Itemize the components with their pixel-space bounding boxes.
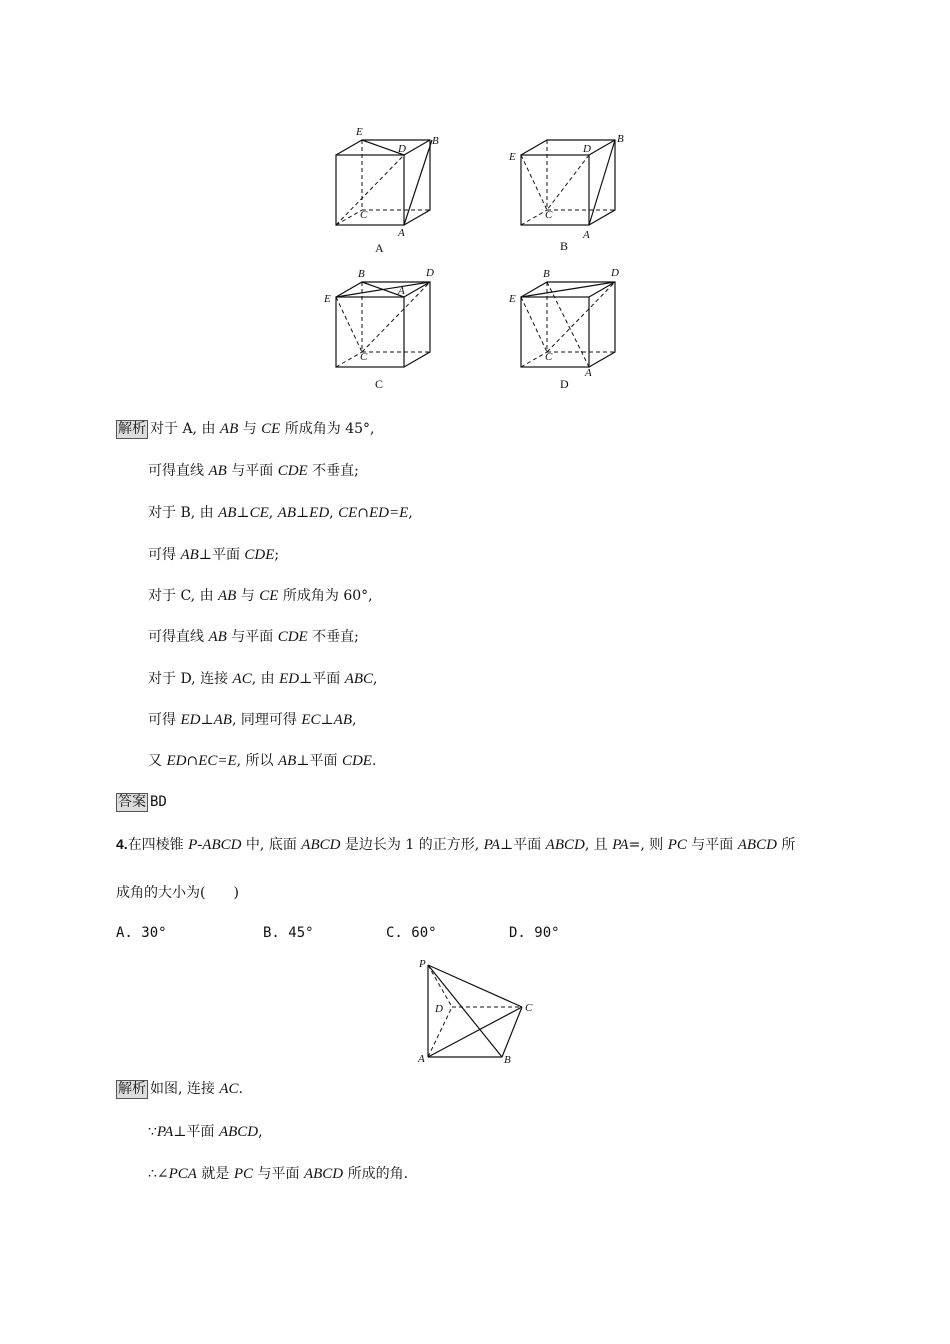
sol3-line-6 (148, 627, 359, 647)
math: ABCD (303, 1166, 344, 1182)
label-e: E (509, 151, 516, 163)
text: 不垂直; (307, 463, 359, 479)
label-a: A (398, 285, 405, 297)
text: , (268, 505, 278, 521)
math: EC=E (198, 753, 237, 769)
math: CE (249, 505, 269, 521)
label-c: C (545, 209, 553, 221)
text: , (329, 505, 339, 521)
caption-b: B (560, 239, 569, 253)
question-number: 4. (116, 836, 128, 852)
label-e: E (324, 293, 331, 305)
sol3-line-4 (148, 545, 279, 565)
label-c: C (360, 209, 368, 221)
cube-figure-c (320, 262, 450, 402)
analysis-tag: 解析 (118, 1081, 146, 1097)
label-b: B (504, 1054, 511, 1066)
q4-line-2: 成角的大小为( ) (116, 885, 239, 901)
sol3-line-7 (148, 669, 377, 689)
label-b: B (432, 135, 439, 147)
text: 可得 (148, 547, 181, 563)
answer-tag: 答案 (118, 794, 146, 810)
text: 对于 D, 连接 (148, 671, 233, 687)
math: ABCD (737, 837, 777, 853)
text: 在四棱锥 (127, 837, 189, 853)
label-d: D (398, 143, 406, 155)
sol3-line-1 (116, 419, 375, 439)
text: . (371, 753, 377, 769)
math: CE (261, 421, 281, 437)
label-e: E (356, 126, 363, 138)
text: =, 则 (628, 837, 668, 853)
sol3-line-3 (148, 503, 413, 523)
text: 所成的角. (343, 1166, 409, 1182)
math: AC (219, 1081, 239, 1097)
label-c: C (360, 351, 368, 363)
answer-value: BD (150, 794, 167, 810)
label-b: B (617, 133, 624, 145)
label-d: D (426, 267, 434, 279)
math: PC (233, 1166, 254, 1182)
sol3-line-5 (148, 586, 373, 606)
math: CE (338, 505, 358, 521)
math: ABCD (545, 837, 585, 853)
math: CDE (341, 753, 372, 769)
q4-line-1 (116, 834, 795, 855)
text: , 同理可得 (231, 712, 302, 728)
text: 与平面 (226, 463, 278, 479)
text: 中, 底面 (241, 837, 302, 853)
text: ⊥平面 (296, 753, 342, 769)
text: 是边长为 1 的正方形, (340, 837, 484, 853)
text: 不垂直; (307, 629, 359, 645)
math: PA (156, 1124, 174, 1140)
answer-line (116, 792, 167, 812)
label-c: C (545, 351, 553, 363)
label-a: A (583, 229, 590, 241)
math: AB (333, 712, 352, 728)
option-b[interactable]: B. 45° (263, 925, 314, 941)
caption-a: A (375, 241, 384, 255)
math: CDE (277, 629, 308, 645)
label-a: A (418, 1053, 425, 1065)
text: . (238, 1081, 243, 1097)
label-d: D (435, 1003, 443, 1015)
text: 如图, 连接 (150, 1081, 220, 1097)
math: PA (612, 837, 629, 853)
label-b: B (543, 268, 550, 280)
text: 又 (148, 753, 167, 769)
math: AB (208, 463, 227, 479)
text: 与平面 (226, 629, 278, 645)
text: ⊥平面 (299, 671, 345, 687)
text: 可得 (148, 712, 181, 728)
text: 对于 B, 由 (148, 505, 219, 521)
text: , (351, 712, 357, 728)
text: ⊥ (200, 712, 214, 728)
text: ∩ (186, 753, 199, 769)
text: 所成角为 45°, (280, 421, 375, 437)
math: PC (667, 837, 687, 853)
math: AB (218, 588, 237, 604)
text: 可得直线 (148, 463, 209, 479)
math: PA (483, 837, 501, 853)
math: ED=E (368, 505, 409, 521)
sol3-line-8 (148, 710, 356, 730)
sol4-line-2 (148, 1122, 263, 1142)
math: AB (180, 547, 199, 563)
option-d[interactable]: D. 90° (509, 925, 560, 941)
label-e: E (509, 293, 516, 305)
math: ED (279, 671, 300, 687)
cube-figure-b (505, 120, 635, 260)
label-p: P (419, 958, 426, 970)
caption-d: D (560, 377, 569, 391)
text: 就是 (196, 1166, 234, 1182)
text: ∵ (148, 1124, 157, 1140)
text: ∩ (357, 505, 369, 521)
text: 可得直线 (148, 629, 209, 645)
analysis-tag: 解析 (118, 421, 146, 437)
math: ABC (344, 671, 374, 687)
sol3-line-9 (148, 751, 376, 771)
text: 与 (238, 421, 262, 437)
math: ED (180, 712, 201, 728)
text: 与平面 (686, 837, 738, 853)
text: 所 (776, 837, 796, 853)
text: , 所以 (236, 753, 278, 769)
label-b: B (358, 268, 365, 280)
label-d: D (611, 267, 619, 279)
text: ⊥平面 (500, 837, 546, 853)
text: , (373, 671, 378, 687)
math: ED (166, 753, 187, 769)
math: CE (259, 588, 279, 604)
math: EC (301, 712, 321, 728)
text: ⊥ (236, 505, 250, 521)
text: , (408, 505, 413, 521)
text: 所成角为 60°, (278, 588, 373, 604)
option-c[interactable]: C. 60° (386, 925, 437, 941)
math: PCA (168, 1166, 197, 1182)
option-a[interactable]: A. 30° (116, 925, 167, 941)
cube-figure-d (505, 262, 635, 402)
text: ⊥平面 (173, 1124, 219, 1140)
label-d: D (583, 143, 591, 155)
math: AB (219, 421, 239, 437)
math: AB (208, 629, 227, 645)
math: ABCD (218, 1124, 259, 1140)
caption-c: C (375, 377, 384, 391)
math: AB (213, 712, 232, 728)
text: 与平面 (253, 1166, 304, 1182)
text: 对于 C, 由 (148, 588, 219, 604)
math: AB (278, 753, 297, 769)
math: CDE (277, 463, 308, 479)
text: , 由 (251, 671, 280, 687)
text: ⊥ (320, 712, 334, 728)
pyramid-figure (412, 955, 542, 1070)
label-a: A (398, 227, 405, 239)
text: ; (274, 547, 280, 563)
label-c: C (525, 1002, 533, 1014)
text: , 且 (584, 837, 613, 853)
text: 与 (236, 588, 260, 604)
math: AB (277, 505, 296, 521)
text: ⊥ (296, 505, 310, 521)
math: ED (309, 505, 330, 521)
math: AC (232, 671, 252, 687)
sol4-line-1 (116, 1079, 243, 1099)
math: AB (218, 505, 237, 521)
text: , (258, 1124, 263, 1140)
text: ∴∠ (148, 1166, 169, 1182)
text: 对于 A, 由 (150, 421, 220, 437)
math: CDE (244, 547, 275, 563)
math: P-ABCD (188, 837, 242, 853)
sol4-line-3 (148, 1164, 408, 1184)
label-a: A (585, 367, 592, 379)
sol3-line-2 (148, 461, 359, 481)
math: ABCD (301, 837, 341, 853)
cube-figure-a (320, 120, 450, 260)
text: ⊥平面 (198, 547, 245, 563)
